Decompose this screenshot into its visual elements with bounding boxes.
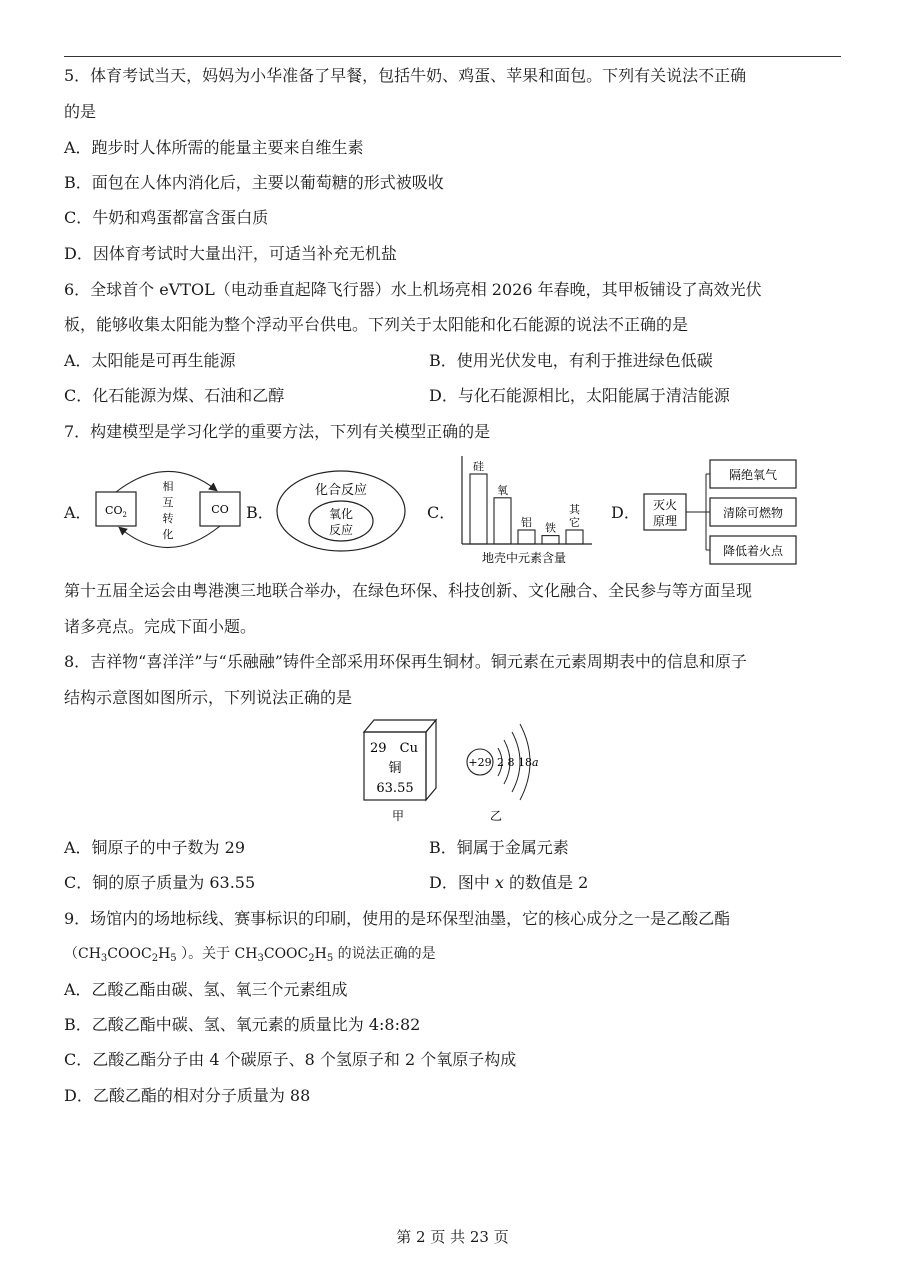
q7-label-a: A． <box>64 503 92 522</box>
shell-electrons: 2 8 18 <box>497 756 532 769</box>
q6-option-d: D．与化石能源相比，太阳能属于清洁能源 <box>429 386 730 405</box>
element-symbol: Cu <box>399 741 418 756</box>
q6-stem-line1: 6．全球首个 eVTOL（电动垂直起降飞行器）水上机场亮相 2026 年春晚，其甲板铺设了高效光伏 <box>64 280 762 299</box>
q6-option-b: B．使用光伏发电，有利于推进绿色低碳 <box>429 351 713 370</box>
q9-option-c: C．乙酸乙酯分子由 4 个碳原子、8 个氢原子和 2 个氧原子构成 <box>64 1050 517 1069</box>
passage-line2: 诸多亮点。完成下面小题。 <box>64 617 257 636</box>
q7-label-b: B． <box>246 503 274 522</box>
shell-unknown: a <box>532 756 539 769</box>
bar-label-1: 氧 <box>497 483 508 497</box>
bar-label-2: 铝 <box>521 516 532 529</box>
chart-caption: 地壳中元素含量 <box>481 551 567 565</box>
q7-stem: 7．构建模型是学习化学的重要方法，下列有关模型正确的是 <box>64 422 491 441</box>
middle-char-4: 化 <box>162 528 174 541</box>
q5-option-c: C．牛奶和鸡蛋都富含蛋白质 <box>64 208 269 227</box>
q7-label-c: C． <box>427 503 456 522</box>
bar-label-4-1: 它 <box>569 516 580 529</box>
bar-3 <box>542 536 559 544</box>
bar-label-0: 硅 <box>473 460 484 473</box>
variable-x: x <box>494 873 504 892</box>
q8-stem-line1: 8．吉祥物“喜洋洋”与“乐融融”铸件全部采用环保再生铜材。铜元素在元素周期表中的信息和原子 <box>64 652 747 671</box>
q6-stem-line2: 板，能够收集太阳能为整个浮动平台供电。下列关于太阳能和化石能源的说法不正确的是 <box>64 315 689 334</box>
nucleus-charge: +29 <box>468 756 492 769</box>
q5-option-b: B．面包在人体内消化后，主要以葡萄糖的形式被吸收 <box>64 173 444 192</box>
co-label: CO <box>211 503 229 516</box>
page-footer: 第 2 页 共 23 页 <box>396 1228 509 1246</box>
q7-figure-b-venn <box>274 468 412 554</box>
label-jia: 甲 <box>391 809 405 823</box>
q7-figure-d-tree <box>638 456 802 568</box>
bar-2 <box>518 530 535 544</box>
atomic-mass: 63.55 <box>376 781 414 796</box>
q7-figure-c-bar-chart <box>452 452 598 570</box>
q5-stem-line1: 5．体育考试当天，妈妈为小华准备了早餐，包括牛奶、鸡蛋、苹果和面包。下列有关说法不正确 <box>64 66 747 85</box>
q6-option-a: A．太阳能是可再生能源 <box>64 351 236 370</box>
inner-label-2: 反应 <box>328 523 354 537</box>
q9-option-b: B．乙酸乙酯中碳、氢、氧元素的质量比为 4:8:82 <box>64 1015 421 1034</box>
bar-1 <box>494 498 511 544</box>
root-label-2: 原理 <box>652 514 678 528</box>
q9-stem-line1: 9．场馆内的场地标线、赛事标识的印刷，使用的是环保型油墨，它的核心成分之一是乙酸乙酯 <box>64 909 731 928</box>
item-label-1: 隔绝氧气 <box>728 468 778 482</box>
q5-option-a: A．跑步时人体所需的能量主要来自维生素 <box>64 138 364 157</box>
q6-option-c: C．化石能源为煤、石油和乙醇 <box>64 386 285 405</box>
q8-option-c: C．铜的原子质量为 63.55 <box>64 873 256 892</box>
middle-char-2: 互 <box>162 496 174 509</box>
q8-option-d: D．图中 x 的数值是 2 <box>429 873 589 892</box>
q5-stem-line2: 的是 <box>64 102 97 121</box>
bar-0 <box>470 474 487 544</box>
q9-option-a: A．乙酸乙酯由碳、氢、氧三个元素组成 <box>64 980 348 999</box>
q5-option-d: D．因体育考试时大量出汗，可适当补充无机盐 <box>64 244 397 263</box>
q7-label-d: D． <box>611 503 640 522</box>
q7-figure-a-conversion <box>92 464 252 556</box>
passage-line1: 第十五届全运会由粤港澳三地联合举办，在绿色环保、科技创新、文化融合、全民参与等方面呈现 <box>64 581 753 600</box>
q8-stem-line2: 结构示意图如图所示，下列说法正确的是 <box>64 688 353 707</box>
label-yi: 乙 <box>489 809 503 823</box>
element-name: 铜 <box>388 761 402 776</box>
middle-char-1: 相 <box>162 480 174 493</box>
atomic-number: 29 <box>370 741 387 756</box>
bar-label-4-0: 其 <box>569 503 580 516</box>
co2-label: $CO_2$ <box>105 504 127 519</box>
q9-option-d: D．乙酸乙酯的相对分子质量为 88 <box>64 1086 311 1105</box>
q8-figure <box>356 714 556 826</box>
header-rule <box>64 56 841 57</box>
item-label-2: 清除可燃物 <box>722 506 784 520</box>
inner-label-1: 氧化 <box>328 507 354 521</box>
item-label-3: 降低着火点 <box>722 544 784 558</box>
q9-stem-line2: （$CH_3COOC_2H_5$ ）。关于 $CH_3COOC_2H_5$ 的说法正确的是 <box>64 946 436 964</box>
middle-char-3: 转 <box>162 512 174 525</box>
outer-label: 化合反应 <box>314 483 368 498</box>
q8-option-b: B．铜属于金属元素 <box>429 838 569 857</box>
bar-label-3: 铁 <box>545 521 556 535</box>
bar-4 <box>566 530 583 544</box>
q8-option-a: A．铜原子的中子数为 29 <box>64 838 246 857</box>
root-label-1: 灭火 <box>652 498 678 512</box>
